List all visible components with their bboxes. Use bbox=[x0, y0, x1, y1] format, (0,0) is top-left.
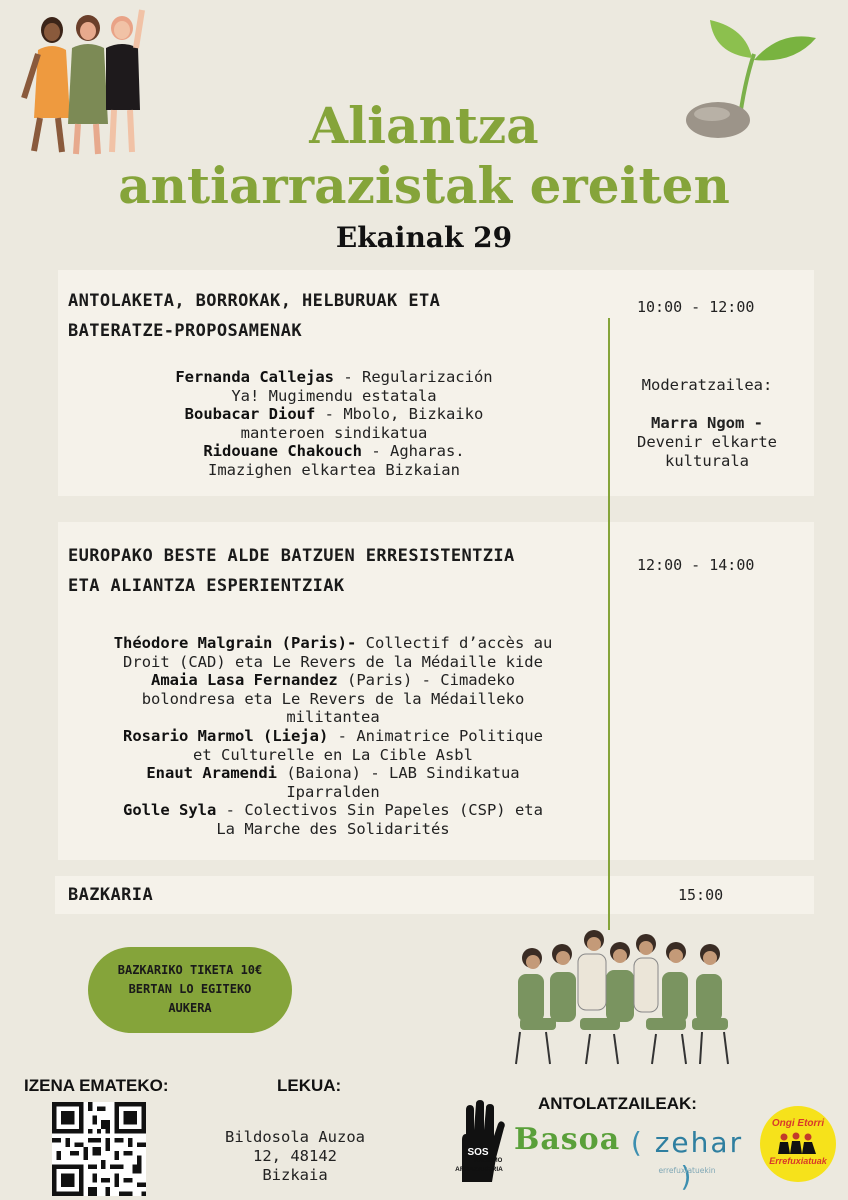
moderator-name: Marra Ngom - bbox=[651, 414, 763, 432]
venue-address: Bildosola Auzoa 12, 48142 Bizkaia bbox=[225, 1128, 365, 1184]
speaker-line: Enaut Aramendi (Baiona) - LAB Sindikatua bbox=[146, 764, 520, 783]
qr-code[interactable] bbox=[52, 1102, 146, 1196]
lunch-label: BAZKARIA bbox=[68, 885, 154, 905]
speaker-line: Rosario Marmol (Lieja) - Animatrice Politique bbox=[123, 726, 543, 745]
speaker-line: Golle Syla - Colectivos Sin Papeles (CSP) eta bbox=[123, 801, 543, 820]
moderator-org-line1: Devenir elkarte bbox=[637, 433, 777, 451]
session1-speakers: Fernanda Callejas - Regularización Ya! Mugimendu estatala Boubacar Diouf - Mbolo, Bizkaiko manteroen sindikatua Ridouane Chakouch - Agharas. Imazighen elkartea Bizkaian bbox=[64, 368, 604, 480]
speaker-line: Ridouane Chakouch - Agharas. bbox=[203, 442, 465, 461]
ticket-notice: BAZKARIKO TIKETA 10€ BERTAN LO EGITEKO AUKERA bbox=[88, 947, 292, 1033]
ongi-etorri-logo: Ongi Etorri Errefuxiatuak bbox=[760, 1106, 836, 1182]
speaker-line: Amaia Lasa Fernandez (Paris) - Cimadeko bbox=[151, 671, 515, 690]
session2-time: 12:00 - 14:00 bbox=[637, 556, 755, 574]
people-silhouette-icon bbox=[776, 1132, 820, 1154]
lunch-time: 15:00 bbox=[678, 886, 724, 904]
organizers-label: ANTOLATZAILEAK: bbox=[538, 1094, 697, 1113]
group-discussion-illustration bbox=[506, 922, 734, 1068]
speaker-line: Boubacar Diouf - Mbolo, Bizkaiko bbox=[184, 405, 484, 424]
timeline-divider bbox=[608, 318, 610, 930]
sos-arrazakeria-logo: SOS RACISMO ARRAZAKERIA bbox=[452, 1100, 506, 1190]
session1-time: 10:00 - 12:00 bbox=[637, 298, 755, 316]
event-title-line1: Aliantza bbox=[309, 96, 539, 155]
session1-heading: ANTOLAKETA, BORROKAK, HELBURUAK ETA BATERATZE-PROPOSAMENAK bbox=[68, 291, 441, 341]
zehar-logo: ( zehar ) bbox=[630, 1126, 744, 1193]
moderator-label: Moderatzailea: bbox=[641, 376, 773, 394]
register-label: IZENA EMATEKO: bbox=[24, 1076, 169, 1095]
event-date: Ekainak 29 bbox=[335, 221, 513, 254]
event-title-line2: antiarrazistak ereiten bbox=[118, 156, 730, 215]
basoa-logo: Basoa bbox=[514, 1122, 621, 1157]
zehar-subtitle: errefuxiatuekin bbox=[658, 1166, 716, 1175]
venue-label: LEKUA: bbox=[277, 1076, 342, 1095]
speaker-line: Théodore Malgrain (Paris)- Collectif d’accès au bbox=[113, 634, 553, 652]
moderator-org-line2: kulturala bbox=[665, 452, 749, 470]
speaker-line: Fernanda Callejas - Regularización bbox=[175, 368, 493, 386]
session2-speakers: Théodore Malgrain (Paris)- Collectif d’accès au Droit (CAD) eta Le Revers de la Médaille kide Amaia Lasa Fernandez (Paris) - Cimadeko bolondresa eta Le Revers de la Médailleko militantea Rosario Marmol (Lieja) - Animatrice Politique et Culturelle en La Cible Asbl Enaut Aramendi (Baiona) - LAB Sindikatua Iparralden Golle Syla - Colectivos Sin Papeles (CSP) eta La Marche des Solidarités bbox=[58, 634, 608, 839]
raised-hand-icon bbox=[452, 1100, 506, 1190]
sos-text: SOS bbox=[467, 1147, 489, 1158]
session2-heading: EUROPAKO BESTE ALDE BATZUEN ERRESISTENTZIA ETA ALIANTZA ESPERIENTZIAK bbox=[68, 546, 515, 596]
